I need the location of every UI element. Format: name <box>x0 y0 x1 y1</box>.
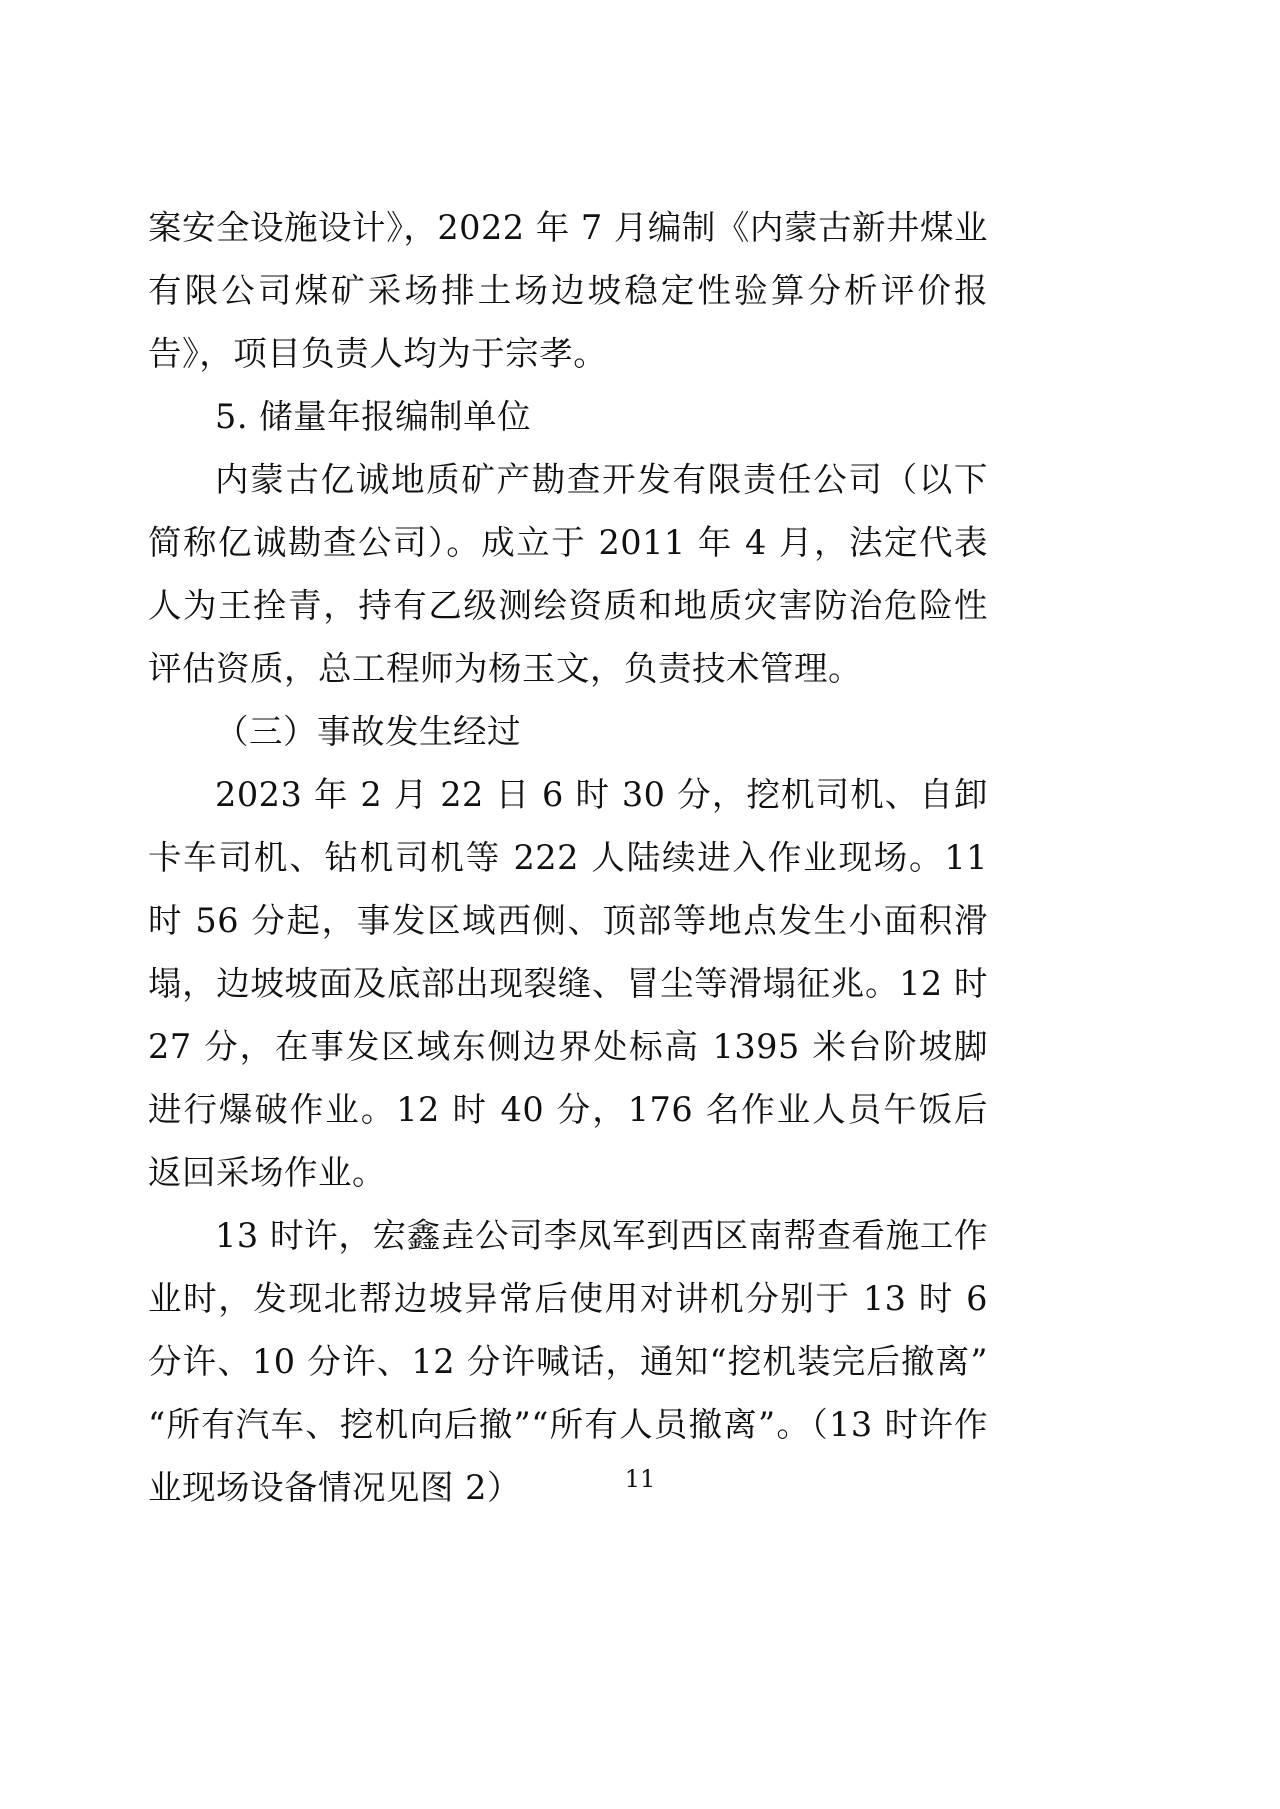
paragraph-6: 13 时许，宏鑫垚公司李凤军到西区南帮查看施工作业时，发现北帮边坡异常后使用对讲机分别于 13 时 6 分许、10 分许、12 分许喊话，通知“挖机装完后撤离”“所有汽车、挖机向后撤”“所有人员撤离”。（13 时许作业现场设备情况见图 2） <box>148 1216 988 1507</box>
paragraph-5: 2023 年 2 月 22 日 6 时 30 分，挖机司机、自卸卡车司机、钻机司机等 222 人陆续进入作业现场。11 时 56 分起，事发区域西侧、顶部等地点发生小面积滑塌，边坡坡面及底部出现裂缝、冒尘等滑塌征兆。12 时 27 分，在事发区域东侧边界处标高 1395 米台阶坡脚进行爆破作业。12 时 40 分，176 名作业人员午饭后返回采场作业。 <box>148 775 988 1192</box>
page-body <box>148 196 988 1519</box>
paragraph-4-heading: （三）事故发生经过 <box>215 712 521 751</box>
page-number: 11 <box>624 1465 656 1493</box>
paragraph-3: 内蒙古亿诚地质矿产勘查开发有限责任公司（以下简称亿诚勘查公司）。成立于 2011 年 4 月，法定代表人为王拴青，持有乙级测绘资质和地质灾害防治危险性评估资质，总工程师为杨玉文，负责技术管理。 <box>148 460 988 688</box>
paragraph-2-heading: 5. 储量年报编制单位 <box>215 397 532 436</box>
paragraph-1: 案安全设施设计》，2022 年 7 月编制《内蒙古新井煤业有限公司煤矿采场排土场边坡稳定性验算分析评价报告》，项目负责人均为于宗孝。 <box>148 208 988 373</box>
